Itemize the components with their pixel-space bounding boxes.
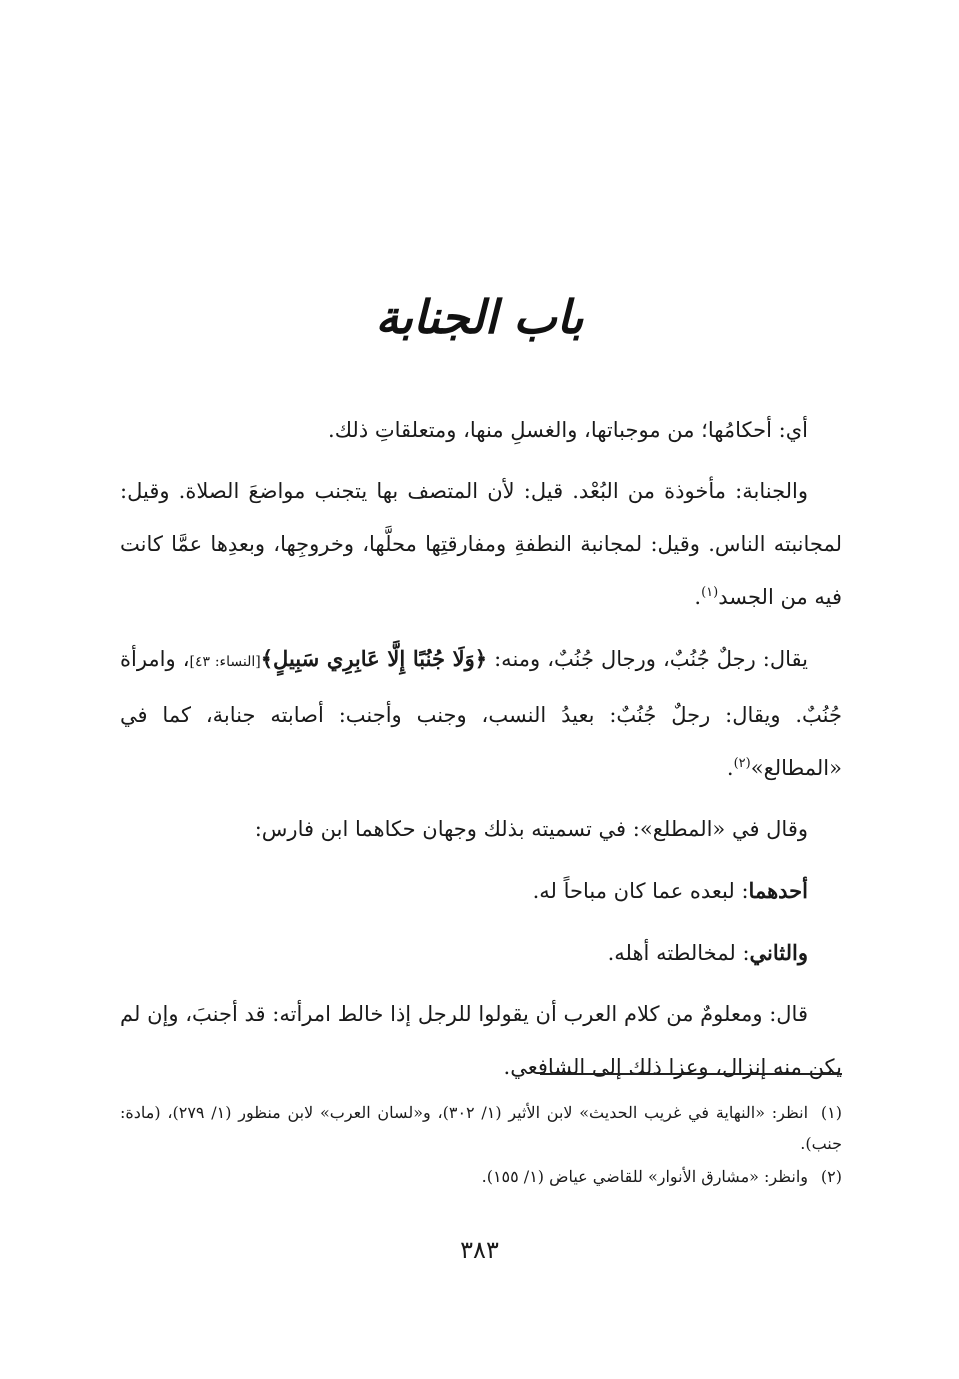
paragraph-2-end: . (694, 585, 702, 609)
paragraph-1: أي: أحكامُها؛ من موجباتها، والغسلِ منها، ومتعلقاتِ ذلك. (328, 418, 808, 442)
second-reason-label: والثاني (749, 940, 808, 965)
quran-verse: ﴿وَلَا جُنُبًا إِلَّا عَابِرِي سَبِيلٍ﴾ (260, 646, 488, 671)
paragraph-4: وقال في «المطلع»: في تسميته بذلك وجهان حكاهما ابن فارس: (254, 817, 808, 841)
first-reason-label: أحدهما (748, 878, 808, 903)
footnote-1-number: (١) (820, 1103, 843, 1122)
footnotes (120, 1097, 842, 1194)
paragraph-2-text: والجنابة: مأخوذة من البُعْد. قيل: لأن المتصف بها يتجنب مواضعَ الصلاة. وقيل: لمجانبته الناس. وقيل: لمجانبة النطفةِ ومفارقتِها محلَّها، وخروجِها، وبعدِها عمَّا كانت فيه من الجسد (120, 479, 842, 609)
paragraph-3-mid: ، وامرأة جُنُبٌ. ويقال: رجلٌ جُنُبٌ: بعيدُ النسب، وجنب وأجنب: أصابته جنابة، كما في «المطالع» (120, 647, 842, 780)
footnote-1-text: انظر: «النهاية في غريب الحديث» لابن الأثير (١/ ٣٠٢)، و«لسان العرب» لابن منظور (١/ ٢٧٩)، (مادة: جنب). (120, 1103, 842, 1153)
footnote-marker-1[interactable]: (١) (701, 585, 719, 600)
paragraph-5 (120, 864, 842, 918)
footnote-separator (540, 1073, 842, 1075)
footnote-2-text: وانظر: «مشارق الأنوار» للقاضي عياض (١/ ١٥٥). (481, 1167, 808, 1186)
footnote-marker-2[interactable]: (٢) (733, 756, 751, 771)
paragraph-3-end: . (726, 756, 734, 780)
paragraph-3-start: يقال: رجلٌ جُنُبٌ، ورجال جُنُبٌ، ومنه: (494, 647, 808, 671)
first-reason-text: : لبعده عما كان مباحاً له. (532, 879, 749, 903)
paragraph-2 (120, 465, 842, 624)
footnote-2-number: (٢) (820, 1167, 842, 1186)
paragraph-3 (120, 632, 842, 795)
main-text (120, 404, 842, 1102)
page-number: ٣٨٣ (460, 1236, 499, 1264)
verse-reference: [النساء: ٤٣] (189, 654, 261, 670)
paragraph-7: قال: ومعلومٌ من كلام العرب أن يقولوا للرجل إذا خالط امرأته: قد أجنبَ، وإن لم يكن منه إنزال، وعزا ذلك إلى الشافعي. (120, 1002, 842, 1079)
paragraph-6 (120, 926, 842, 980)
chapter-title: باب الجنابة (375, 290, 584, 344)
footnote-1 (120, 1097, 842, 1159)
second-reason-text: : لمخالطته أهله. (607, 941, 750, 965)
footnote-2 (120, 1161, 842, 1192)
